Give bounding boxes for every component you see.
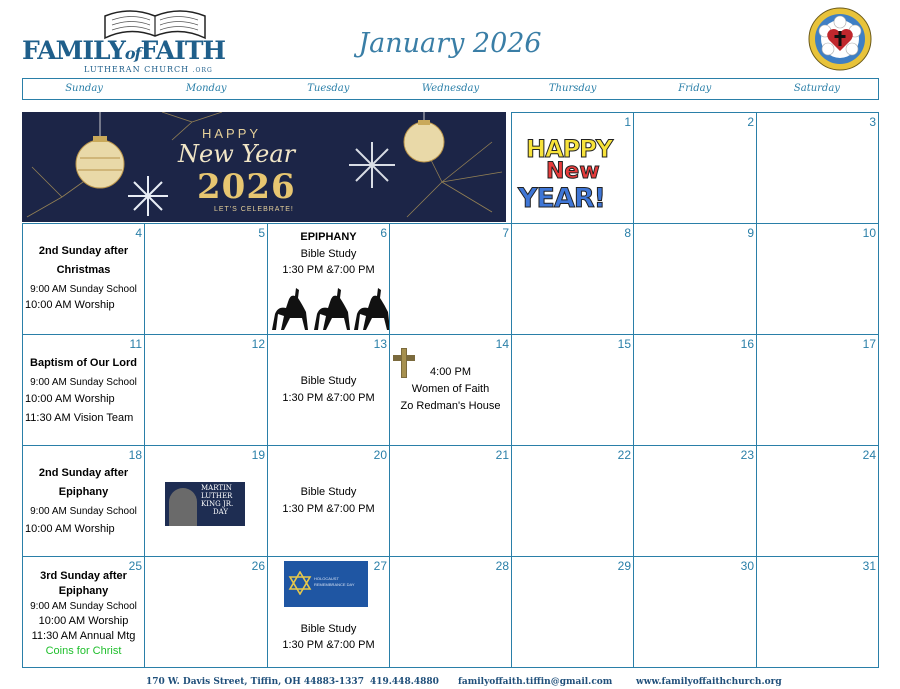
day-cell-31[interactable] bbox=[756, 556, 879, 668]
day-cell-27[interactable] bbox=[267, 556, 390, 668]
day-number: 5 bbox=[258, 226, 265, 240]
day-number: 12 bbox=[251, 337, 265, 351]
day-number: 9 bbox=[747, 226, 754, 240]
event-title-cont: Christmas bbox=[56, 264, 111, 276]
day-cell-10[interactable] bbox=[756, 223, 879, 335]
event-worship: 10:00 AM Worship bbox=[25, 393, 115, 405]
day-number: 28 bbox=[495, 559, 509, 573]
event-sunday-school: 9:00 AM Sunday School bbox=[30, 284, 137, 295]
day-number: 3 bbox=[869, 115, 876, 129]
day-cell-15[interactable] bbox=[511, 334, 634, 446]
day-cell-5[interactable] bbox=[144, 223, 268, 335]
day-cell-14[interactable] bbox=[389, 334, 512, 446]
day-number: 20 bbox=[373, 448, 387, 462]
footer-email-link[interactable]: familyoffaith.tiffin@gmail.com bbox=[458, 677, 613, 687]
logo-name: FAMILYofFAITH bbox=[22, 36, 226, 65]
day-number: 1 bbox=[624, 115, 631, 129]
banner-year-text: 2026 bbox=[197, 167, 296, 207]
event-vision-team: 11:30 AM Vision Team bbox=[25, 412, 134, 424]
new-year-banner-image bbox=[22, 112, 506, 222]
event-time: 4:00 PM bbox=[430, 366, 471, 378]
day-cell-2[interactable] bbox=[633, 112, 757, 224]
mlk-text-4: DAY bbox=[213, 508, 229, 516]
mlk-text-1: MARTIN bbox=[201, 484, 232, 492]
weekday-monday: Monday bbox=[185, 83, 227, 94]
day-cell-18[interactable] bbox=[22, 445, 145, 557]
event-sunday-school: 9:00 AM Sunday School bbox=[30, 377, 137, 388]
day-number: 31 bbox=[862, 559, 876, 573]
happy-new-year-clipart: HAPPY New YEAR! bbox=[518, 135, 613, 214]
mlk-day-image bbox=[165, 482, 245, 526]
day-number: 14 bbox=[495, 337, 509, 351]
day-number: 30 bbox=[740, 559, 754, 573]
day-cell-11[interactable] bbox=[22, 334, 145, 446]
day-number: 23 bbox=[740, 448, 754, 462]
event-sunday-school: 9:00 AM Sunday School bbox=[30, 601, 137, 612]
day-cell-17[interactable] bbox=[756, 334, 879, 446]
day-number: 21 bbox=[495, 448, 509, 462]
day-number: 6 bbox=[380, 226, 387, 240]
day-cell-28[interactable] bbox=[389, 556, 512, 668]
event-location: Zo Redman's House bbox=[400, 400, 501, 412]
event-title: 2nd Sunday after bbox=[38, 467, 129, 479]
event-epiphany: EPIPHANY bbox=[300, 231, 357, 243]
day-number: 29 bbox=[617, 559, 631, 573]
day-number: 8 bbox=[624, 226, 631, 240]
event-bible-study: Bible Study bbox=[300, 486, 357, 498]
day-number: 27 bbox=[373, 559, 387, 573]
event-time: 1:30 PM &7:00 PM bbox=[282, 392, 375, 404]
day-cell-24[interactable] bbox=[756, 445, 879, 557]
event-time: 1:30 PM &7:00 PM bbox=[282, 503, 375, 515]
event-time: 1:30 PM &7:00 PM bbox=[282, 264, 375, 276]
event-worship: 10:00 AM Worship bbox=[25, 299, 115, 311]
day-number: 13 bbox=[373, 337, 387, 351]
mlk-portrait bbox=[169, 488, 197, 526]
day-cell-6[interactable] bbox=[267, 223, 390, 335]
banner-celebrate-text: LET'S CELEBRATE! bbox=[214, 206, 294, 213]
event-women-of-faith: Women of Faith bbox=[411, 383, 490, 395]
weekday-wednesday: Wednesday bbox=[421, 83, 480, 94]
day-cell-26[interactable] bbox=[144, 556, 268, 668]
day-cell-1[interactable] bbox=[511, 112, 634, 224]
star-of-david-icon bbox=[288, 571, 312, 595]
weekday-tuesday: Tuesday bbox=[307, 83, 350, 94]
day-cell-22[interactable] bbox=[511, 445, 634, 557]
banner-happy-text: HAPPY bbox=[202, 126, 262, 141]
day-cell-30[interactable] bbox=[633, 556, 757, 668]
mlk-text-2: LUTHER bbox=[201, 492, 233, 500]
day-cell-12[interactable] bbox=[144, 334, 268, 446]
event-bible-study: Bible Study bbox=[300, 248, 357, 260]
weekday-saturday: Saturday bbox=[793, 83, 840, 94]
banner-new-year-text: New Year bbox=[178, 140, 296, 168]
event-worship: 10:00 AM Worship bbox=[25, 523, 115, 535]
event-sunday-school: 9:00 AM Sunday School bbox=[30, 506, 137, 517]
event-bible-study: Bible Study bbox=[300, 623, 357, 635]
luther-rose-seal-icon bbox=[808, 7, 872, 71]
three-wise-men-camels-icon bbox=[268, 284, 390, 335]
event-coins-for-christ: Coins for Christ bbox=[45, 645, 122, 657]
day-number: 17 bbox=[862, 337, 876, 351]
footer-address: 170 W. Davis Street, Tiffin, OH 44883-1337 bbox=[146, 677, 364, 687]
event-worship: 10:00 AM Worship bbox=[38, 615, 129, 627]
day-number: 19 bbox=[251, 448, 265, 462]
event-time: 1:30 PM &7:00 PM bbox=[282, 639, 375, 651]
day-cell-25[interactable] bbox=[22, 556, 145, 668]
calendar-grid bbox=[22, 112, 879, 668]
day-cell-4[interactable] bbox=[22, 223, 145, 335]
day-cell-7[interactable] bbox=[389, 223, 512, 335]
event-title-cont: Epiphany bbox=[58, 486, 109, 498]
day-number: 25 bbox=[128, 559, 142, 573]
weekday-sunday: Sunday bbox=[65, 83, 103, 94]
day-number: 22 bbox=[617, 448, 631, 462]
event-bible-study: Bible Study bbox=[300, 375, 357, 387]
day-number: 26 bbox=[251, 559, 265, 573]
day-cell-8[interactable] bbox=[511, 223, 634, 335]
day-cell-3[interactable] bbox=[756, 112, 879, 224]
day-number: 24 bbox=[862, 448, 876, 462]
weekday-header bbox=[22, 78, 879, 100]
footer-phone: 419.448.4880 bbox=[370, 677, 439, 687]
day-cell-23[interactable] bbox=[633, 445, 757, 557]
weekday-thursday: Thursday bbox=[548, 83, 597, 94]
event-title: 2nd Sunday after bbox=[38, 245, 129, 257]
calendar-title: January 2026 bbox=[358, 28, 542, 59]
day-cell-13[interactable] bbox=[267, 334, 390, 446]
day-number: 11 bbox=[129, 337, 142, 351]
holocaust-remembrance-image bbox=[284, 561, 368, 607]
holocaust-text: HOLOCAUST REMEMBRANCE DAY bbox=[314, 576, 355, 587]
event-title-cont: Epiphany bbox=[58, 585, 109, 597]
mlk-text-3: KING JR. bbox=[201, 500, 234, 508]
day-number: 2 bbox=[747, 115, 754, 129]
day-cell-19[interactable] bbox=[144, 445, 268, 557]
logo-subtitle: LUTHERAN CHURCH .ORG bbox=[84, 65, 213, 74]
church-logo bbox=[22, 8, 226, 74]
weekday-friday: Friday bbox=[678, 83, 712, 94]
day-number: 7 bbox=[502, 226, 509, 240]
day-number: 10 bbox=[862, 226, 876, 240]
day-number: 18 bbox=[128, 448, 142, 462]
day-number: 15 bbox=[617, 337, 631, 351]
event-title: 3rd Sunday after bbox=[40, 570, 127, 582]
event-title: Baptism of Our Lord bbox=[30, 357, 137, 369]
event-annual-meeting: 11:30 AM Annual Mtg bbox=[31, 630, 136, 642]
day-cell-20[interactable] bbox=[267, 445, 390, 557]
day-number: 16 bbox=[740, 337, 754, 351]
day-cell-16[interactable] bbox=[633, 334, 757, 446]
day-cell-9[interactable] bbox=[633, 223, 757, 335]
footer-website-link[interactable]: www.familyoffaithchurch.org bbox=[636, 677, 782, 687]
day-cell-29[interactable] bbox=[511, 556, 634, 668]
day-cell-21[interactable] bbox=[389, 445, 512, 557]
day-number: 4 bbox=[135, 226, 142, 240]
